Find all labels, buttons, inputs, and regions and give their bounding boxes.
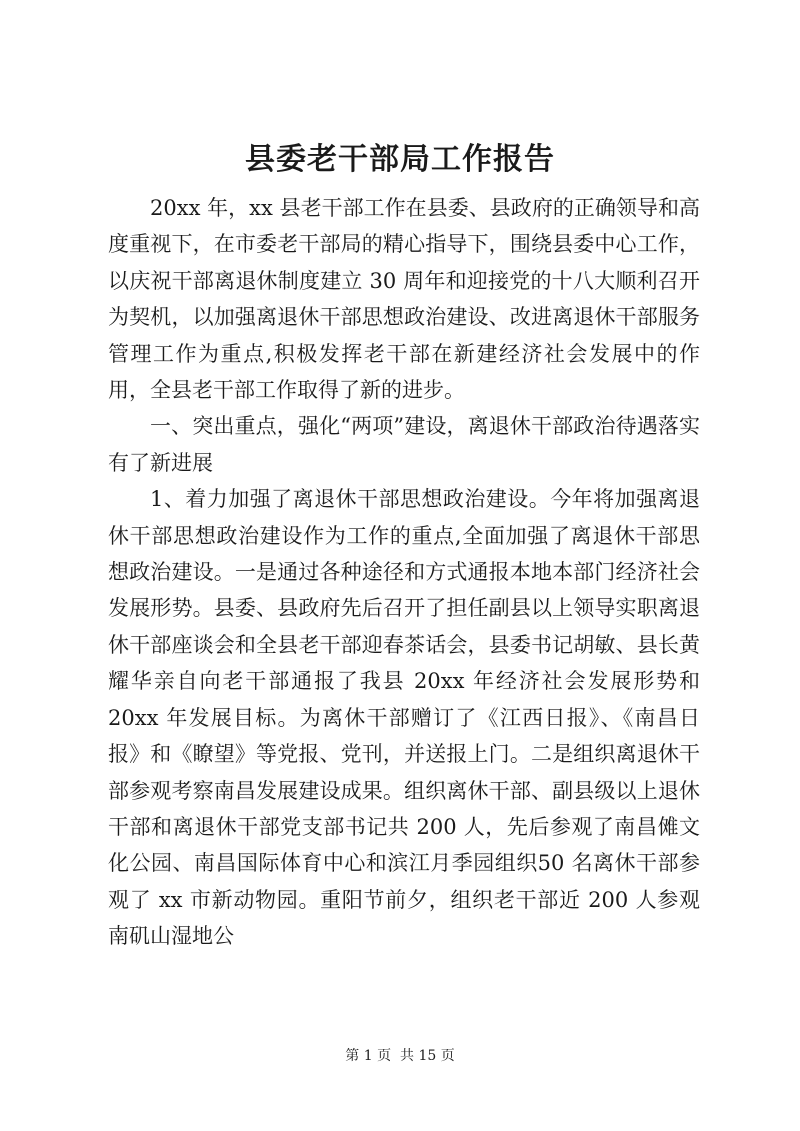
document-title: 县委老干部局工作报告 xyxy=(245,142,555,177)
paragraph-item-1: 1、着力加强了离退休干部思想政治建设。今年将加强离退休干部思想政治建设作为工作的重点,全面加强了离退休干部思想政治建设。一是通过各种途径和方式通报本地本部门经济社会发展形势。县委、县政府先后召开了担任副县以上领导实职离退休干部座谈会和全县老干部迎春茶话会，县委书记胡敏、县长黄耀华亲自向老干部通报了我县 20xx 年经济社会发展形势和 20xx 年发展目标。为离休干部赠订了《江西日报》、《南昌日报》和《瞭望》等党报、党刊，并送报上门。二是组织离退休干部参观考察南昌发展建设成果。组织离休干部、副县级以上退休干部和离退休干部党支部书记共 200 人，先后参观了南昌傩文化公园、南昌国际体育中心和滨江月季园组织50 名离休干部参观了 xx 市新动物园。重阳节前夕，组织老干部近 200 人参观南矶山湿地公 xyxy=(108,487,700,949)
paragraph-intro: 20xx 年，xx 县老干部工作在县委、县政府的正确领导和高度重视下，在市委老干部局的精心指导下，围绕县委中心工作，以庆祝干部离退休制度建立 30 周年和迎接党的十八大顺利召开为契机，以加强离退休干部思想政治建设、改进离退休干部服务管理工作为重点,积极发挥老干部在新建经济社会发展中的作用，全县老干部工作取得了新的进步。 xyxy=(108,196,700,403)
document-body xyxy=(108,190,700,955)
page-footer xyxy=(0,1046,800,1066)
paragraph-section-heading: 一、突出重点，强化“两项”建设，离退休干部政治待遇落实有了新进展 xyxy=(108,414,700,475)
page-number-label: 第 1 页 共 15 页 xyxy=(345,1048,455,1064)
